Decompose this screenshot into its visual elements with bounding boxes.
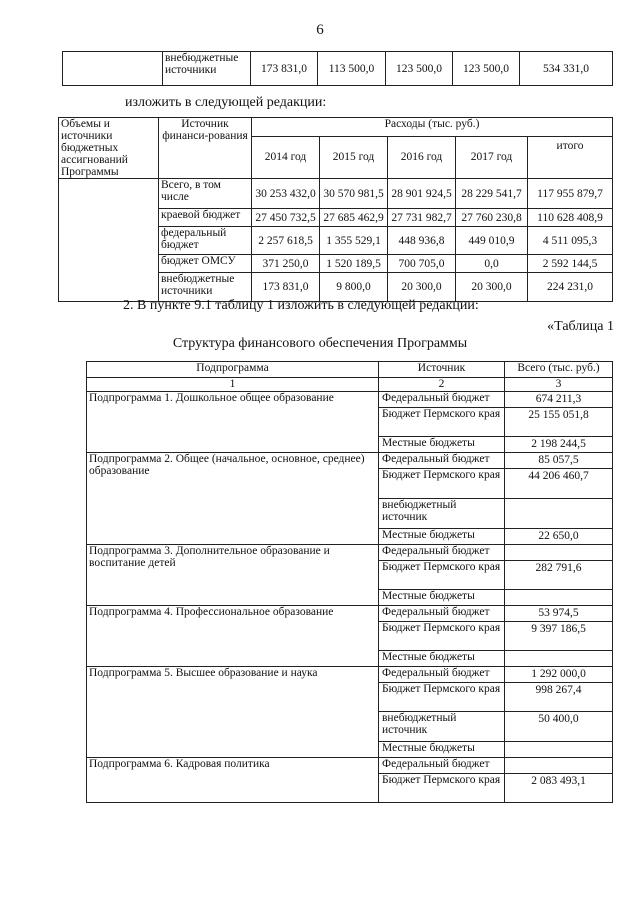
value-cell: 27 731 982,7 (388, 209, 456, 227)
value-cell: 4 511 095,3 (528, 227, 613, 255)
value-cell: 173 831,0 (251, 52, 318, 86)
value-cell: 371 250,0 (252, 255, 320, 273)
value-cell: 20 300,0 (388, 273, 456, 302)
year-header: 2014 год (252, 136, 320, 178)
value-cell: 27 685 462,9 (320, 209, 388, 227)
value-cell: 700 705,0 (388, 255, 456, 273)
source-cell: Бюджет Пермского края (379, 622, 505, 651)
header-source: Источник финанси-рования (159, 118, 252, 179)
value-cell: 27 450 732,5 (252, 209, 320, 227)
year-header: 2015 год (320, 136, 388, 178)
source-cell: Федеральный бюджет (379, 667, 505, 683)
source-cell: Федеральный бюджет (379, 453, 505, 469)
total-cell: 282 791,6 (505, 561, 613, 590)
paragraph-2: 2. В пункте 9.1 таблицу 1 изложить в следующей редакции: (123, 298, 479, 313)
value-cell: 28 229 541,7 (456, 179, 528, 209)
value-cell: 1 355 529,1 (320, 227, 388, 255)
source-cell: Бюджет Пермского края (379, 561, 505, 590)
total-cell: 9 397 186,5 (505, 622, 613, 651)
value-cell: 117 955 879,7 (528, 179, 613, 209)
subprogram-name: Подпрограмма 2. Общее (начальное, основное, среднее) образование (87, 453, 379, 545)
source-cell: Бюджет Пермского края (379, 774, 505, 803)
page-number: 6 (316, 22, 324, 38)
source-cell: Федеральный бюджет (379, 606, 505, 622)
source-cell: Местные бюджеты (379, 529, 505, 545)
header-subprogram: Подпрограмма (87, 362, 379, 378)
total-cell: 85 057,5 (505, 453, 613, 469)
source-cell: Федеральный бюджет (379, 758, 505, 774)
total-cell (505, 545, 613, 561)
source-cell: Федеральный бюджет (379, 545, 505, 561)
source-cell: внебюджетные источники (159, 273, 252, 302)
subprogram-name: Подпрограмма 5. Высшее образование и наука (87, 667, 379, 758)
source-cell: внебюджетный источник (379, 499, 505, 529)
col-number: 1 (87, 378, 379, 392)
subprogram-name: Подпрограмма 4. Профессиональное образование (87, 606, 379, 667)
value-cell: 1 520 189,5 (320, 255, 388, 273)
source-cell: Всего, в том числе (159, 179, 252, 209)
offbudget-label: внебюджетные источники (163, 52, 251, 86)
value-cell: 27 760 230,8 (456, 209, 528, 227)
subprogram-name: Подпрограмма 1. Дошкольное общее образование (87, 392, 379, 453)
total-cell: 2 198 244,5 (505, 437, 613, 453)
table-label: «Таблица 1 (547, 319, 614, 334)
value-cell: 123 500,0 (453, 52, 520, 86)
source-cell: краевой бюджет (159, 209, 252, 227)
value-cell: 113 500,0 (318, 52, 386, 86)
value-cell: 449 010,9 (456, 227, 528, 255)
value-cell: 123 500,0 (386, 52, 453, 86)
empty-cell (63, 52, 163, 86)
value-cell: 224 231,0 (528, 273, 613, 302)
header-source: Источник (379, 362, 505, 378)
source-cell: Федеральный бюджет (379, 392, 505, 408)
source-cell: бюджет ОМСУ (159, 255, 252, 273)
value-cell: 2 257 618,5 (252, 227, 320, 255)
value-cell: 2 592 144,5 (528, 255, 613, 273)
header-total: Всего (тыс. руб.) (505, 362, 613, 378)
total-cell: 674 211,3 (505, 392, 613, 408)
structure-table (86, 361, 613, 803)
value-cell: 0,0 (456, 255, 528, 273)
subprogram-name: Подпрограмма 3. Дополнительное образование и воспитание детей (87, 545, 379, 606)
funding-table (58, 117, 613, 302)
total-cell (505, 499, 613, 529)
total-cell: 998 267,4 (505, 683, 613, 712)
source-cell: Местные бюджеты (379, 742, 505, 758)
source-cell: Бюджет Пермского края (379, 683, 505, 712)
value-cell: 20 300,0 (456, 273, 528, 302)
source-cell: Местные бюджеты (379, 437, 505, 453)
year-header: 2017 год (456, 136, 528, 178)
value-cell: 448 936,8 (388, 227, 456, 255)
source-cell: Местные бюджеты (379, 590, 505, 606)
source-cell: федеральный бюджет (159, 227, 252, 255)
source-cell: Местные бюджеты (379, 651, 505, 667)
total-cell (505, 758, 613, 774)
col-number: 2 (379, 378, 505, 392)
total-cell (505, 742, 613, 758)
value-cell: 30 253 432,0 (252, 179, 320, 209)
col-number: 3 (505, 378, 613, 392)
subprogram-name: Подпрограмма 6. Кадровая политика (87, 758, 379, 803)
value-cell: 9 800,0 (320, 273, 388, 302)
year-header: 2016 год (388, 136, 456, 178)
source-cell: Бюджет Пермского края (379, 408, 505, 437)
total-cell: 53 974,5 (505, 606, 613, 622)
structure-title: Структура финансового обеспечения Программы (172, 336, 468, 351)
value-cell: 110 628 408,9 (528, 209, 613, 227)
total-cell: 44 206 460,7 (505, 469, 613, 499)
total-cell: 22 650,0 (505, 529, 613, 545)
total-cell: 50 400,0 (505, 712, 613, 742)
header-left: Объемы и источники бюджетных ассигнований Программы (59, 118, 159, 179)
total-cell: 25 155 051,8 (505, 408, 613, 437)
total-cell: 2 083 493,1 (505, 774, 613, 803)
value-cell: 173 831,0 (252, 273, 320, 302)
total-cell: 1 292 000,0 (505, 667, 613, 683)
value-cell: 28 901 924,5 (388, 179, 456, 209)
total-header: итого (528, 136, 613, 178)
intro-line: изложить в следующей редакции: (125, 95, 327, 110)
source-cell: Бюджет Пермского края (379, 469, 505, 499)
empty-cell (59, 179, 159, 302)
total-cell (505, 590, 613, 606)
total-cell (505, 651, 613, 667)
source-cell: внебюджетный источник (379, 712, 505, 742)
value-cell: 534 331,0 (520, 52, 613, 86)
top-continuation-table (62, 51, 613, 86)
value-cell: 30 570 981,5 (320, 179, 388, 209)
header-expenses: Расходы (тыс. руб.) (252, 118, 613, 137)
